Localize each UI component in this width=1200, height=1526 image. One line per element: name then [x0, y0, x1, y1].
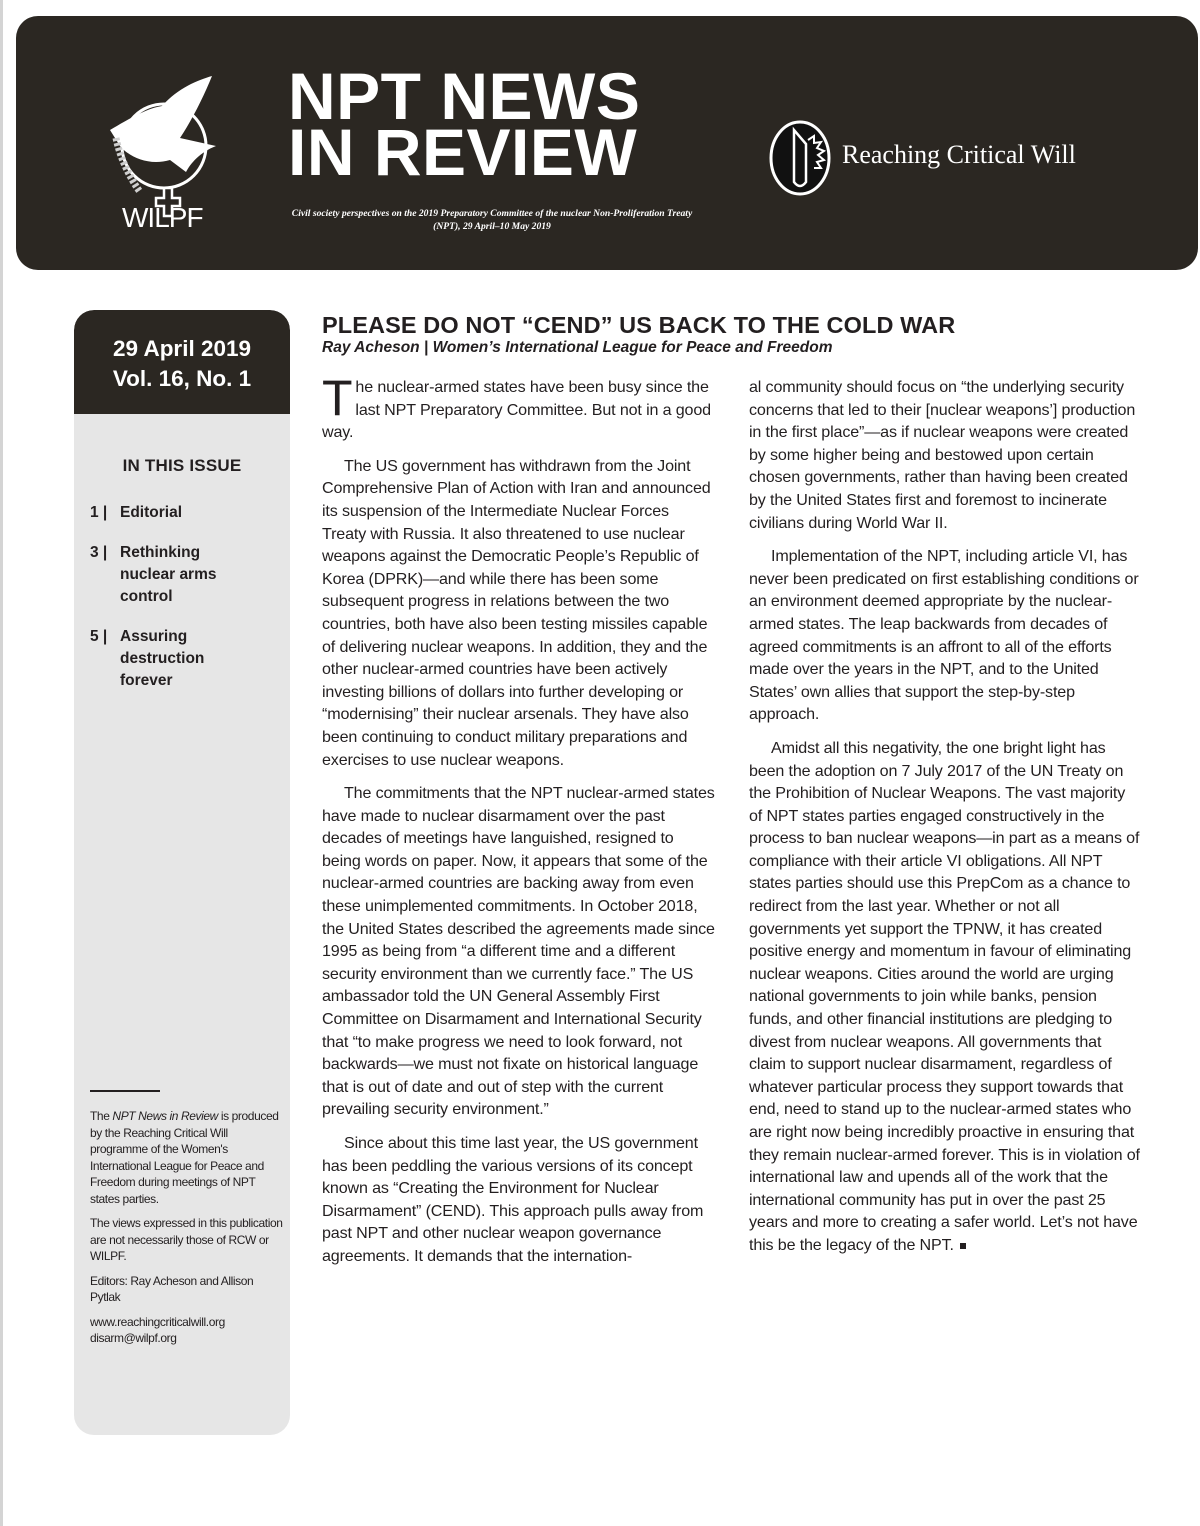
article-paragraph: Since about this time last year, the US government has been peddling the various versions of its concept known as “Creating the Environment for Nuclear Disarmament” (CEND). This approach pulls away from past NPT and other nuclear weapon governance agreements. It demands that the internation-	[322, 1134, 704, 1265]
divider	[90, 1090, 160, 1092]
article-paragraph: The commitments that the NPT nuclear-armed states have made to nuclear disarmament over the past decades of meetings have languished, resigned to being words on paper. Now, it appears that some of the nuclear-armed countries are backing away from even these unimplemented commitments. In October 2018, the United States described the agreements made since 1995 as being from “a different time and a different security environment than we currently face.” The US ambassador told the UN General Assembly First Committee on Disarmament and International Security that “to make progress we need to look forward, not backwards—we must not fixate on historical language that is out of date and out of step with the current prevailing security environment.”	[322, 784, 715, 1119]
article-paragraph	[322, 370, 716, 444]
toc-page: 5 |	[90, 628, 108, 645]
toc-page: 1 |	[90, 504, 108, 521]
toc-item[interactable]	[90, 626, 290, 692]
paragraph-text: he nuclear-armed states have been busy since the last NPT Preparatory Committee. But not in a good way.	[322, 378, 711, 442]
toc-label: Assuring destruction forever	[120, 628, 205, 689]
article-column-1	[322, 370, 716, 1279]
colophon-disclaimer: The views expressed in this publication are not necessarily those of RCW or WILPF.	[90, 1216, 283, 1263]
article-paragraph: al community should focus on “the underlying security concerns that led to their [nuclear weapons’] production in the first place”—as if nuclear weapons were created by some higher being and bestowed upon certain chosen governments, rather than having been created by the United States first and foremost to incinerate civilians during World War II.	[749, 378, 1136, 532]
article-paragraph: Implementation of the NPT, including article VI, has never been predicated on first establishing conditions or an environment deemed appropriate by the nuclear-armed states. The leap backwards from decades of agreed commitments is an affront to all of the efforts made over the years in the NPT, and to the United States’ own allies that support the step-by-step approach.	[749, 547, 1139, 724]
title-line-1: NPT NEWS	[288, 59, 641, 133]
article-paragraph	[749, 737, 1141, 1257]
article-headline: PLEASE DO NOT “CEND” US BACK TO THE COLD WAR	[322, 312, 956, 338]
colophon-text: is produced by the Reaching Critical Will programme of the Women's International League for Peace and Freedom during meetings of NPT states parties.	[90, 1109, 279, 1206]
website-link[interactable]: www.reachingcriticalwill.org	[90, 1314, 225, 1329]
issue-volume: Vol. 16, No. 1	[112, 366, 252, 391]
colophon	[90, 1108, 286, 1347]
table-of-contents	[74, 502, 290, 692]
paragraph-text: Amidst all this negativity, the one bright light has been the adoption on 7 July 2017 of the UN Treaty on the Prohibition of Nuclear Weapons. The vast majority of NPT states parties engaged constructively in the process to ban nuclear weapons—in part as a means of compliance with their article VI obligations. All NPT states parties should use this PrepCom as a chance to redirect from the last year. Whether or not all governments yet support the TPNW, it has created positive energy and momentum in favour of eliminating nuclear weapons. Cities around the world are urging national governments to join while banks, pension funds, and other financial institutions are pledging to divest from nuclear weapons. All governments that claim to support nuclear disarmament, regardless of whatever particular process they support towards that end, need to stand up to the nuclear-armed states who are right now being incredibly proactive in ensuring that they remain nuclear-armed forever. This is in violation of international law and upends all of the work that the international community has put in over the past 25 years and more to creating a safer world. Let’s not have this be the legacy of the NPT.	[749, 738, 1140, 1254]
article-column-2	[749, 376, 1141, 1268]
masthead	[16, 16, 1198, 270]
sidebar	[74, 310, 290, 1435]
article-paragraph: The US government has withdrawn from the Joint Comprehensive Plan of Action with Iran and announced its suspension of the Intermediate Nuclear Forces Treaty with Russia. It also threatened to use nuclear weapons against the Democratic People’s Republic of Korea (DPRK)—and while there has been some subsequent progress in relations between the two countries, both have also been testing missiles capable of delivering nuclear weapons. In addition, they and the other nuclear-armed countries have been actively investing billions of dollars into further developing or “modernising” their nuclear arsenals. They have also been continuing to conduct military preparations and exercises to use nuclear weapons.	[322, 456, 711, 769]
toc-item[interactable]	[90, 502, 290, 524]
toc-label: Editorial	[120, 504, 183, 521]
colophon-publication-name: NPT News in Review	[112, 1109, 218, 1123]
missile-sunflower-icon	[768, 116, 832, 200]
title-line-2: IN REVIEW	[288, 115, 638, 189]
page-edge	[0, 0, 3, 1526]
toc-item[interactable]	[90, 542, 290, 608]
dove-venus-icon	[100, 68, 230, 218]
rcw-wordmark: Reaching Critical Will	[842, 140, 1076, 169]
drop-cap: T	[322, 370, 353, 426]
end-of-article-icon	[960, 1243, 966, 1249]
colophon-editors: Editors: Ray Acheson and Allison Pytlak	[90, 1273, 254, 1304]
colophon-text: The	[90, 1109, 113, 1123]
publication-title	[288, 59, 641, 189]
publication-subtitle: Civil society perspectives on the 2019 Preparatory Committee of the nuclear Non-Proliferation Treaty (NPT), 29 April–10 May 2019	[291, 208, 693, 232]
toc-heading: IN THIS ISSUE	[122, 456, 242, 475]
issue-info	[74, 310, 290, 414]
issue-date: 29 April 2019	[113, 336, 251, 361]
email-link[interactable]: disarm@wilpf.org	[90, 1331, 177, 1345]
wilpf-wordmark: WILPF	[122, 202, 203, 233]
rcw-logo	[768, 116, 832, 200]
toc-page: 3 |	[90, 544, 108, 561]
toc-label: Rethinking nuclear arms control	[120, 544, 217, 605]
article-byline: Ray Acheson | Women’s International League for Peace and Freedom	[322, 339, 833, 356]
wilpf-logo	[100, 56, 230, 246]
colophon-about	[90, 1108, 286, 1207]
